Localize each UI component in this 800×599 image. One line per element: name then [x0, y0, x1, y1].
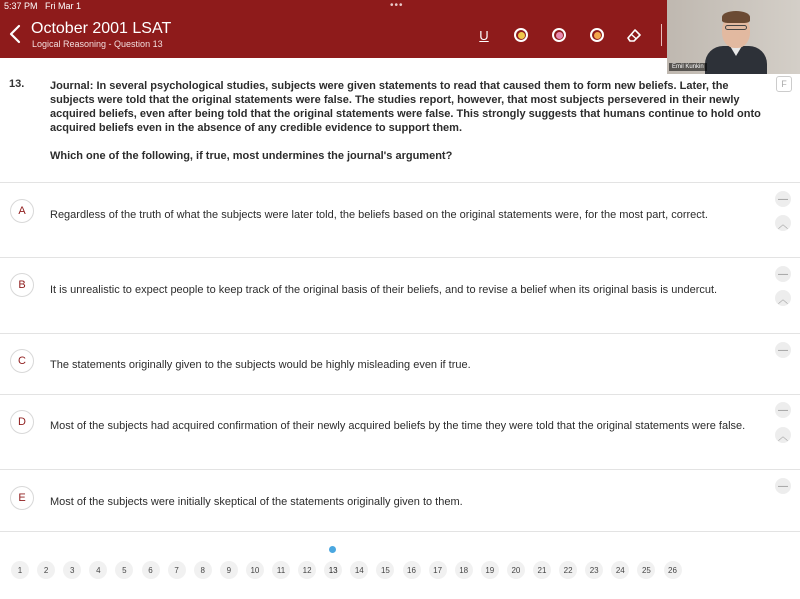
back-chevron-icon[interactable]	[8, 24, 22, 44]
highlight-pink-button[interactable]	[550, 26, 568, 44]
question-nav-item-17[interactable]: 17	[429, 561, 447, 579]
question-nav-item-4[interactable]: 4	[89, 561, 107, 579]
eliminate-icon[interactable]: —	[775, 266, 791, 282]
divider	[0, 469, 800, 470]
question-nav-item-23[interactable]: 23	[585, 561, 603, 579]
chevron-up-icon[interactable]: ︿	[775, 215, 791, 231]
highlight-yellow-button[interactable]	[512, 26, 530, 44]
question-number: 13.	[9, 78, 25, 90]
choice-letter[interactable]: A	[10, 199, 34, 223]
question-nav-item-14[interactable]: 14	[350, 561, 368, 579]
question-nav-item-16[interactable]: 16	[403, 561, 421, 579]
question-nav-item-7[interactable]: 7	[168, 561, 186, 579]
highlight-yellow-icon	[518, 32, 525, 39]
question-nav-item-26[interactable]: 26	[664, 561, 682, 579]
choice-letter[interactable]: B	[10, 273, 34, 297]
highlight-pink-icon	[556, 32, 563, 39]
question-nav-item-11[interactable]: 11	[272, 561, 290, 579]
flag-icon[interactable]: F	[776, 76, 792, 92]
divider	[0, 394, 800, 395]
toolbar-divider	[661, 24, 662, 46]
status-time	[4, 1, 81, 11]
question-prompt: Which one of the following, if true, most undermines the journal's argument?	[50, 150, 453, 162]
choice-letter[interactable]: E	[10, 486, 34, 510]
question-nav-item-18[interactable]: 18	[455, 561, 473, 579]
eliminate-icon[interactable]: —	[775, 478, 791, 494]
highlight-orange-button[interactable]	[588, 26, 606, 44]
divider	[0, 257, 800, 258]
question-nav-item-8[interactable]: 8	[194, 561, 212, 579]
question-nav-item-10[interactable]: 10	[246, 561, 264, 579]
eraser-icon[interactable]	[625, 26, 643, 44]
question-nav-item-13[interactable]: 13	[324, 561, 342, 579]
chevron-up-icon[interactable]: ︿	[775, 427, 791, 443]
multitask-dots[interactable]: •••	[390, 0, 404, 11]
question-nav-item-9[interactable]: 9	[220, 561, 238, 579]
current-question-indicator	[329, 546, 336, 553]
page-title: October 2001 LSAT	[31, 20, 172, 37]
question-nav-item-2[interactable]: 2	[37, 561, 55, 579]
webcam-name-label: Emil Kunkin	[669, 63, 707, 71]
question-stem: Journal: In several psychological studies, subjects were given statements to read that caused them to form new beliefs. Later, the subjects were told that the original statements were false. The studies report, however, that most subjects persevered in their newly acquired beliefs, even after being told that the original statements were false. This strongly suggests that humans continue to hold onto acquired beliefs even in the absence of any credible evidence to support them.	[50, 80, 761, 134]
divider	[0, 531, 800, 532]
question-nav-item-12[interactable]: 12	[298, 561, 316, 579]
choice-text[interactable]: The statements originally given to the subjects would be highly misleading even if true.	[50, 359, 471, 371]
question-nav-item-21[interactable]: 21	[533, 561, 551, 579]
status-clock: 5:37 PM	[4, 1, 38, 11]
question-nav-item-6[interactable]: 6	[142, 561, 160, 579]
question-nav-item-24[interactable]: 24	[611, 561, 629, 579]
question-nav-item-22[interactable]: 22	[559, 561, 577, 579]
chevron-up-icon[interactable]: ︿	[775, 290, 791, 306]
choice-text[interactable]: Regardless of the truth of what the subjects were later told, the beliefs based on the original statements were, for the most part, correct.	[50, 209, 708, 221]
divider	[0, 333, 800, 334]
question-nav-item-15[interactable]: 15	[376, 561, 394, 579]
divider	[0, 182, 800, 183]
choice-letter[interactable]: C	[10, 349, 34, 373]
choice-text[interactable]: Most of the subjects were initially skeptical of the statements originally given to them.	[50, 496, 463, 508]
choice-text[interactable]: It is unrealistic to expect people to keep track of the original basis of their beliefs, and to revise a belief when its original basis is undercut.	[50, 284, 718, 296]
highlight-orange-icon	[594, 32, 601, 39]
underline-icon[interactable]: U	[479, 27, 489, 43]
question-nav-item-25[interactable]: 25	[637, 561, 655, 579]
status-date: Fri Mar 1	[45, 1, 82, 11]
choice-letter[interactable]: D	[10, 410, 34, 434]
eliminate-icon[interactable]: —	[775, 191, 791, 207]
question-nav-item-5[interactable]: 5	[115, 561, 133, 579]
question-nav-item-20[interactable]: 20	[507, 561, 525, 579]
page-subtitle: Logical Reasoning - Question 13	[32, 39, 163, 49]
choice-text[interactable]: Most of the subjects had acquired confirmation of their newly acquired beliefs by the time they were told that the original statements were false.	[50, 420, 746, 432]
question-nav-item-3[interactable]: 3	[63, 561, 81, 579]
webcam-video	[667, 0, 800, 74]
eliminate-icon[interactable]: —	[775, 342, 791, 358]
eliminate-icon[interactable]: —	[775, 402, 791, 418]
question-nav-item-19[interactable]: 19	[481, 561, 499, 579]
question-nav-item-1[interactable]: 1	[11, 561, 29, 579]
